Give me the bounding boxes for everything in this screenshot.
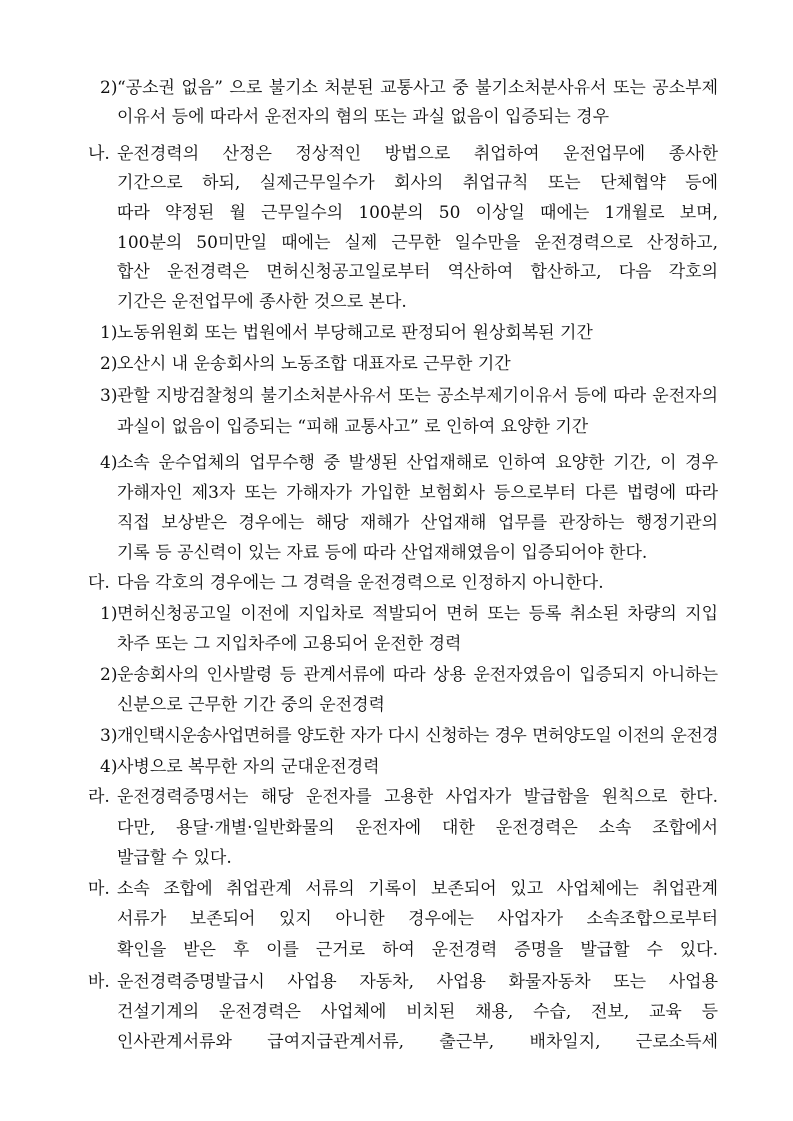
text-line: 가해자인 제3자 또는 가해자가 가입한 보험회사 등으로부터 다른 법령에 따라	[117, 483, 718, 503]
item-marker: 1)	[100, 323, 118, 343]
item-marker: 2)	[100, 665, 118, 685]
text-line: 발급할 수 있다.	[117, 848, 232, 868]
item-marker: 2)	[100, 354, 118, 374]
text-line: 운전경력증명서는 해당 운전자를 고용한 사업자가 발급함을 원칙으로 한다.	[117, 787, 718, 807]
text-line: 운송회사의 인사발령 등 관계서류에 따라 상용 운전자였음이 입증되지 아니하는	[117, 665, 718, 685]
section-marker: 라.	[88, 787, 110, 807]
text-line: 과실이 없음이 입증되는 “피해 교통사고” 로 인하여 요양한 기간	[117, 417, 589, 437]
text-line: 기간으로 하되, 실제근무일수가 회사의 취업규칙 또는 단체협약 등에	[117, 173, 718, 193]
text-line: 합산 운전경력은 면허신청공고일로부터 역산하여 합산하고, 다음 각호의	[117, 262, 718, 282]
item-marker: 4)	[100, 453, 118, 473]
text-line: 기간은 운전업무에 종사한 것으로 본다.	[117, 292, 407, 312]
text-line: 오산시 내 운송회사의 노동조합 대표자로 근무한 기간	[117, 354, 511, 374]
text-line: 신분으로 근무한 기간 중의 운전경력	[117, 695, 385, 715]
text-line: 다음 각호의 경우에는 그 경력을 운전경력으로 인정하지 아니한다.	[117, 573, 604, 593]
text-line: 100분의 50미만일 때에는 실제 근무한 일수만을 운전경력으로 산정하고,	[117, 233, 718, 253]
item-marker: 1)	[100, 604, 118, 624]
text-line: 관할 지방검찰청의 불기소처분사유서 또는 공소부제기이유서 등에 따라 운전자의	[117, 386, 718, 406]
text-line: 기록 등 공신력이 있는 자료 등에 따라 산업재해였음이 입증되어야 한다.	[117, 543, 648, 563]
text-line: 차주 또는 그 지입차주에 고용되어 운전한 경력	[117, 634, 462, 654]
text-line: 다만, 용달·개별·일반화물의 운전자에 대한 운전경력은 소속 조합에서	[117, 818, 718, 838]
text-line: 노동위원회 또는 법원에서 부당해고로 판정되어 원상회복된 기간	[117, 323, 593, 343]
section-marker: 나.	[88, 144, 110, 164]
text-line: 따라 약정된 월 근무일수의 100분의 50 이상일 때에는 1개월로 보며,	[117, 203, 718, 223]
section-marker: 다.	[88, 573, 110, 593]
text-line: 인사관계서류와 급여지급관계서류, 출근부, 배차일지, 근로소득세	[117, 1032, 718, 1052]
text-line: 운전경력증명발급시 사업용 자동차, 사업용 화물자동차 또는 사업용	[117, 972, 718, 992]
text-line: 소속 조합에 취업관계 서류의 기록이 보존되어 있고 사업체에는 취업관계	[117, 879, 718, 899]
text-line: 운전경력의 산정은 정상적인 방법으로 취업하여 운전업무에 종사한	[117, 144, 718, 164]
text-line: 사병으로 복무한 자의 군대운전경력	[117, 757, 380, 777]
text-line: 직접 보상받은 경우에는 해당 재해가 산업재해 업무를 관장하는 행정기관의	[117, 513, 718, 533]
section-marker: 마.	[88, 879, 110, 899]
item-marker: 2)	[100, 78, 118, 98]
item-marker: 3)	[100, 386, 118, 406]
item-marker: 4)	[100, 757, 118, 777]
text-line: “공소권 없음” 으로 불기소 처분된 교통사고 중 불기소처분사유서 또는 공소부제	[117, 78, 718, 98]
text-line: 개인택시운송사업면허를 양도한 자가 다시 신청하는 경우 면허양도일 이전의 운전경	[117, 726, 718, 746]
text-line: 확인을 받은 후 이를 근거로 하여 운전경력 증명을 발급할 수 있다.	[117, 940, 718, 960]
text-line: 소속 운수업체의 업무수행 중 발생된 산업재해로 인하여 요양한 기간, 이 경우	[117, 453, 718, 473]
text-line: 이유서 등에 따라서 운전자의 혐의 또는 과실 없음이 입증되는 경우	[117, 107, 610, 127]
item-marker: 3)	[100, 726, 118, 746]
text-line: 면허신청공고일 이전에 지입차로 적발되어 면허 또는 등록 취소된 차량의 지입	[117, 604, 718, 624]
text-line: 건설기계의 운전경력은 사업체에 비치된 채용, 수습, 전보, 교육 등	[117, 1002, 718, 1022]
text-line: 서류가 보존되어 있지 아니한 경우에는 사업자가 소속조합으로부터	[117, 909, 718, 929]
section-marker: 바.	[88, 972, 110, 992]
